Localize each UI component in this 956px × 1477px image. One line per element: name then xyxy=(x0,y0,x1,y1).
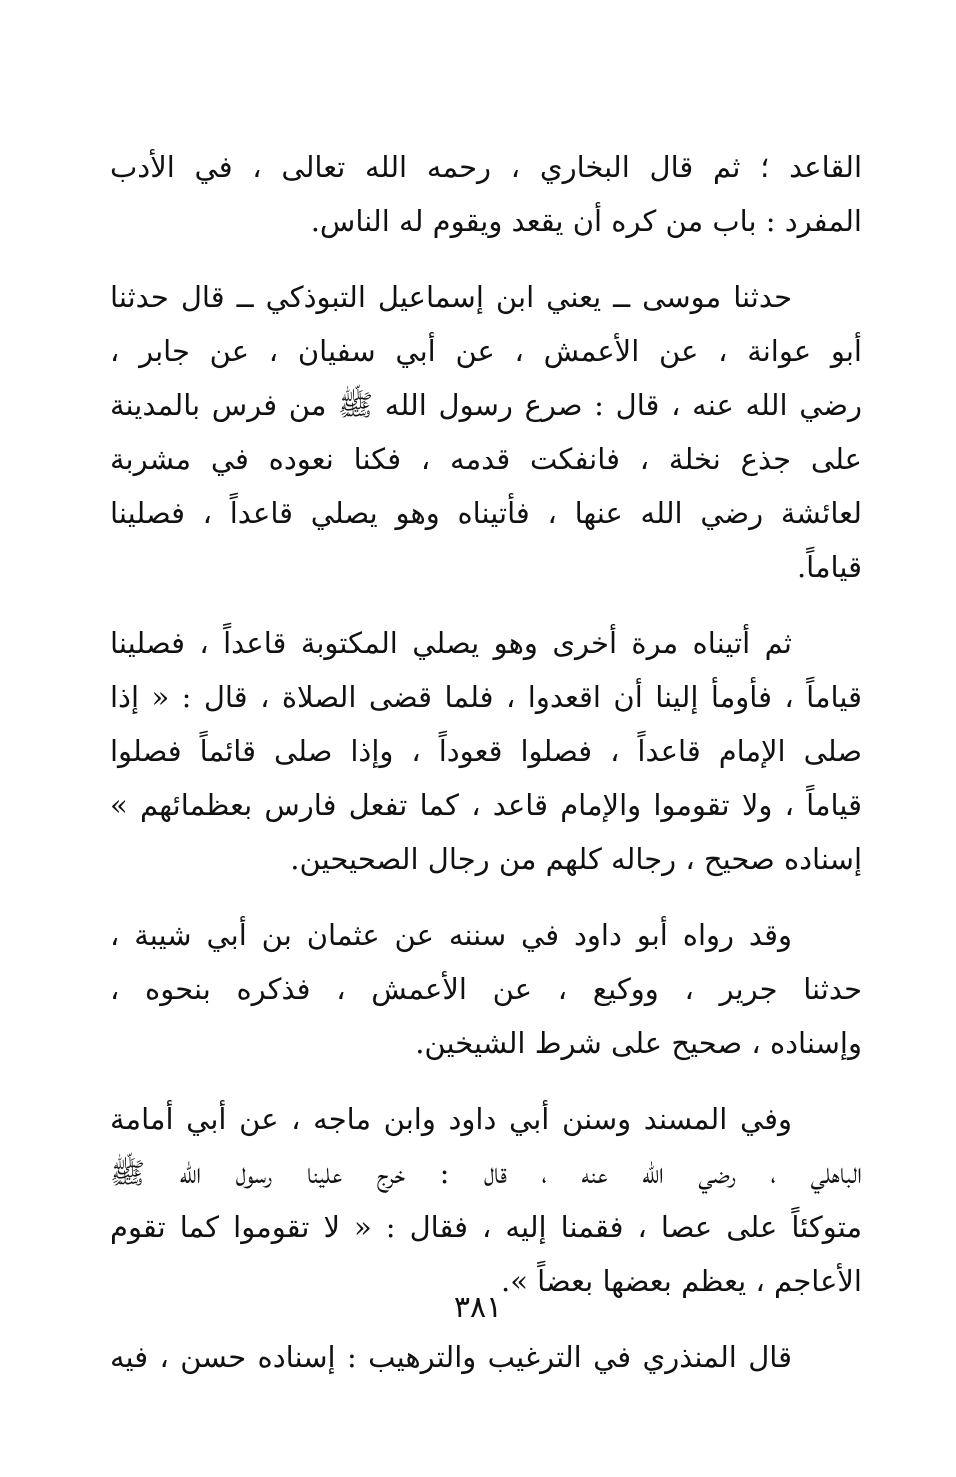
text-line: إسناده صحيح ، رجاله كلهم من رجال الصحيحين. xyxy=(290,842,862,876)
text-line: لعائشة رضي الله عنها ، فأتيناه وهو يصلي قاعداً ، فصلينا xyxy=(110,496,862,530)
text-line: قياماً ، فأومأ إلينا أن اقعدوا ، فلما قضى الصلاة ، قال : « إذا xyxy=(110,680,862,714)
text-line: وقد رواه أبو داود في سننه عن عثمان بن أبي شيبة ، xyxy=(110,918,792,952)
text-line: قياماً ، ولا تقوموا والإمام قاعد ، كما تفعل فارس بعظمائهم » xyxy=(110,788,862,822)
text-line: ثم أتيناه مرة أخرى وهو يصلي المكتوبة قاعداً ، فصلينا xyxy=(110,626,792,660)
text-line: وفي المسند وسنن أبي داود وابن ماجه ، عن أبي أمامة xyxy=(110,1102,792,1136)
page-body xyxy=(110,140,862,1406)
text-line: الباهلي ، رضي الله عنه ، قال : خرج علينا رسول الله ﷺ xyxy=(110,1156,862,1190)
text-line: حدثنا جرير ، ووكيع ، عن الأعمش ، فذكره بنحوه ، xyxy=(110,972,862,1006)
paragraph-5 xyxy=(110,1092,862,1308)
page-number: ٣٨١ xyxy=(453,1290,503,1325)
paragraph-1 xyxy=(110,140,862,248)
paragraph-2 xyxy=(110,270,862,594)
text-line: صلى الإمام قاعداً ، فصلوا قعوداً ، وإذا صلى قائماً فصلوا xyxy=(110,734,862,768)
text-line: القاعد ؛ ثم قال البخاري ، رحمه الله تعالى ، في الأدب xyxy=(110,150,862,184)
text-line: على جذع نخلة ، فانفكت قدمه ، فكنا نعوده في مشربة xyxy=(110,442,862,476)
text-line: وإسناده ، صحيح على شرط الشيخين. xyxy=(415,1026,862,1060)
paragraph-4 xyxy=(110,908,862,1070)
paragraph-3 xyxy=(110,616,862,886)
text-line: الأعاجم ، يعظم بعضها بعضاً ». xyxy=(501,1264,862,1298)
text-line: حدثنا موسى ــ يعني ابن إسماعيل التبوذكي ــ قال حدثنا xyxy=(110,280,792,314)
text-line: قياماً. xyxy=(796,550,862,584)
text-line: قال المنذري في الترغيب والترهيب : إسناده حسن ، فيه xyxy=(110,1340,792,1374)
text-line: رضي الله عنه ، قال : صرع رسول الله ﷺ من فرس بالمدينة xyxy=(110,388,862,422)
text-line: متوكئاً على عصا ، فقمنا إليه ، فقال : « لا تقوموا كما تقوم xyxy=(110,1210,862,1244)
text-line: أبو عوانة ، عن الأعمش ، عن أبي سفيان ، عن جابر ، xyxy=(110,334,862,368)
paragraph-6 xyxy=(110,1330,862,1384)
text-line: المفرد : باب من كره أن يقعد ويقوم له الناس. xyxy=(310,204,862,238)
